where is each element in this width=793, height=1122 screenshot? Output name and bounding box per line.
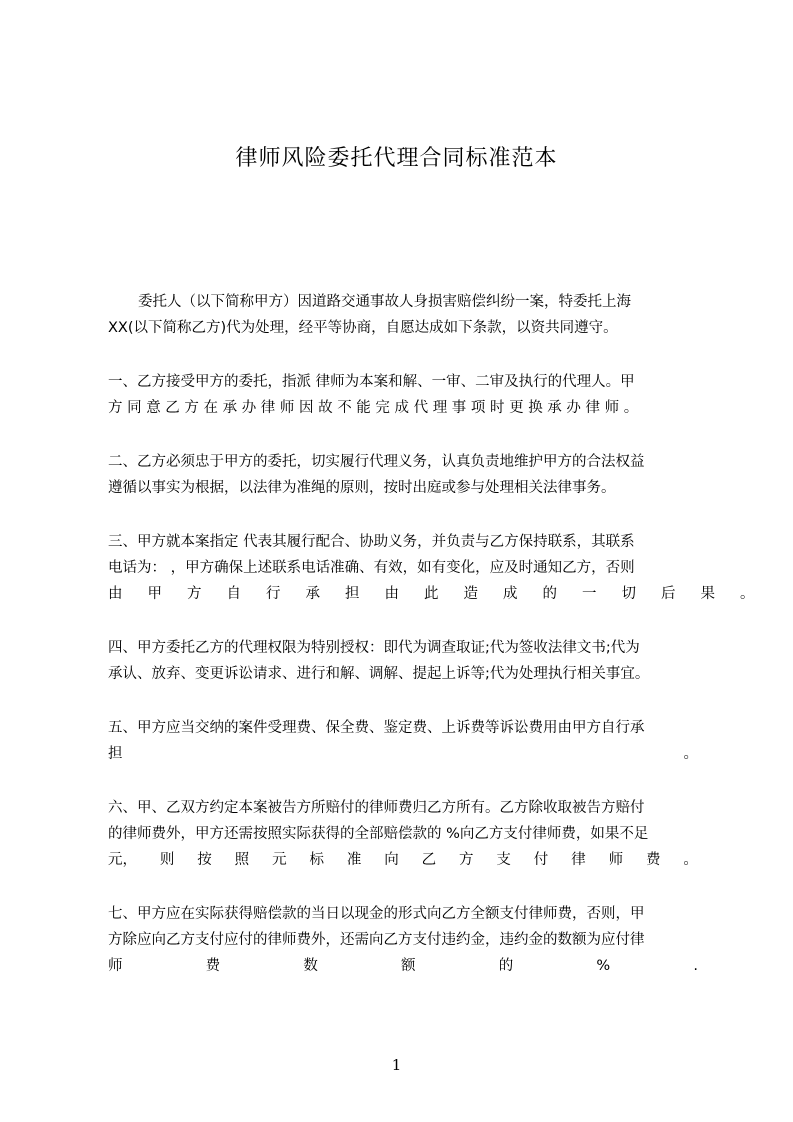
clause-7-segment: 师 (108, 958, 123, 974)
page-number: 1 (391, 1056, 402, 1074)
clause-6-segment: 律 (571, 852, 586, 868)
clause-6-segment: 付 (533, 852, 549, 868)
clause-2-line-2: 遵循以事实为根据，以法律为准绳的原则，按时出庭或参与处理相关法律事务。 (108, 480, 616, 496)
clause-6-segment: 元 (272, 852, 287, 868)
clause-7-segment: . (693, 958, 698, 974)
clause-6-segment: 方 (459, 852, 474, 868)
clause-5-char: 担 (108, 746, 123, 762)
clause-5-line-1: 五、甲方应当交纳的案件受理费、保全费、鉴定费、上诉费等诉讼费用由甲方自行承 (108, 720, 645, 736)
clause-7-segment: 数 (303, 958, 318, 974)
clause-6-segment: 准 (346, 852, 362, 868)
clause-6-segment: 照 (234, 852, 250, 868)
intro-line-2: XX(以下简称乙方)代为处理，经平等协商，自愿达成如下条款，以资共同遵守。 (108, 320, 618, 336)
document-title: 律师风险委托代理合同标准范本 (235, 146, 558, 171)
clause-7-segment: 额 (401, 958, 416, 974)
clause-1-line-1: 一、乙方接受甲方的委托，指派 律师为本案和解、一审、二审及执行的代理人。甲 (108, 374, 635, 390)
clause-3-line-1: 三、甲方就本案指定 代表其履行配合、协助义务，并负责与乙方保持联系，其联系 (108, 534, 635, 550)
clause-6-segment: 元， (108, 852, 137, 868)
clause-3-line-3: 由甲方自行承担由此造成的一切后果。 (108, 586, 780, 602)
clause-5-period: 。 (683, 746, 698, 762)
clause-7-line-1: 七、甲方应在实际获得赔偿款的当日以现金的形式向乙方全额支付律师费，否则，甲 (108, 906, 645, 922)
clause-7-line-2: 方除应向乙方支付应付的律师费外，还需向乙方支付违约金，违约金的数额为应付律 (108, 932, 645, 948)
clause-1-line-2: 方同意乙方在承办律师因故不能完成代理事项时更换承办律师。 (108, 400, 643, 416)
clause-6-segment: 按 (197, 852, 212, 868)
clause-6-segment: 费 (645, 852, 661, 868)
clause-6-segment: 乙 (421, 852, 437, 868)
clause-6-segment: 标 (309, 852, 324, 868)
clause-5-line-2 (108, 744, 698, 764)
clause-6-line-1: 六、甲、乙双方约定本案被告方所赔付的律师费归乙方所有。乙方除收取被告方赔付 (108, 800, 645, 816)
clause-7-segment: % (596, 958, 611, 974)
clause-3-line-2: 电话为： ，甲方确保上述联系电话准确、有效，如有变化，应及时通知乙方，否则 (108, 560, 635, 576)
clause-7-segment: 费 (205, 958, 221, 974)
clause-4-line-1: 四、甲方委托乙方的代理权限为特别授权：即代为调查取证;代为签收法律文书;代为 (108, 640, 640, 656)
clause-6-line-3 (108, 850, 698, 870)
clause-2-line-1: 二、乙方必须忠于甲方的委托，切实履行代理义务，认真负责地维护甲方的合法权益 (108, 454, 645, 470)
clause-6-line-2: 的律师费外，甲方还需按照实际获得的全部赔偿款的 %向乙方支付律师费，如果不足 (108, 826, 649, 842)
clause-6-segment: 。 (683, 852, 698, 868)
clause-6-segment: 则 (159, 852, 175, 868)
clause-6-segment: 向 (384, 852, 399, 868)
clause-4-line-2: 承认、放弃、变更诉讼请求、进行和解、调解、提起上诉等;代为处理执行相关事宜。 (108, 666, 650, 682)
clause-6-segment: 支 (496, 852, 511, 868)
intro-line-1: 委托人（以下简称甲方）因道路交通事故人身损害赔偿纠纷一案，特委托上海 (138, 294, 631, 310)
clause-7-segment: 的 (498, 958, 514, 974)
clause-6-segment: 师 (608, 852, 624, 868)
clause-7-line-3 (108, 956, 698, 976)
